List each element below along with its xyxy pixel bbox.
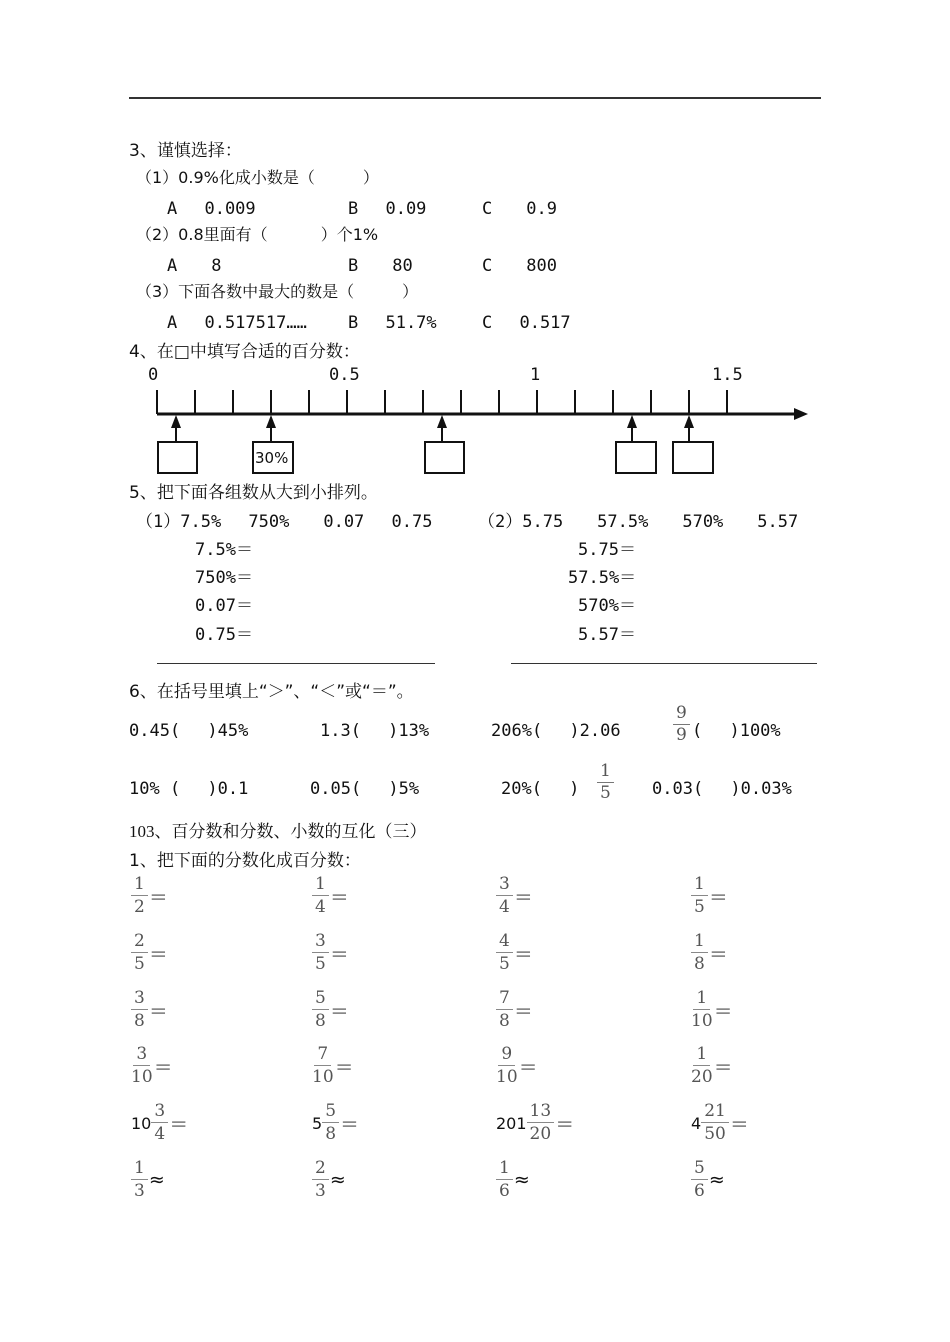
fraction-numerator: 9 [498, 1046, 515, 1066]
q3-item2-stem: （2）0.8里面有（ ）个1% [136, 225, 379, 244]
q5-group2-row: 570%＝ [578, 596, 636, 616]
equals-sign: ＝ [713, 1000, 733, 1023]
approx-sign: ≈ [148, 1169, 165, 1191]
fraction [131, 876, 148, 916]
equals-sign: ＝ [518, 1056, 538, 1079]
equals-sign: ＝ [513, 1000, 533, 1023]
number-line-label-1: 1 [530, 365, 541, 385]
fraction-exercise [131, 933, 168, 973]
fraction-numerator: 1 [597, 763, 614, 783]
fraction-exercise [691, 1160, 725, 1200]
equals-sign: ＝ [148, 886, 168, 909]
number-line-label-1-5: 1.5 [712, 365, 743, 385]
fraction-exercise [691, 876, 728, 916]
fraction-denominator: 50 [704, 1124, 726, 1144]
fraction-numerator: 1 [691, 876, 708, 896]
fraction-denominator: 2 [134, 897, 145, 917]
q4-title: 4、在□中填写合适的百分数： [129, 342, 360, 362]
q6-compare-item: 1.3( )13% [320, 721, 430, 741]
q5-group2-head: （2）5.75 57.5% 570% 5.57 [478, 512, 799, 532]
q3-item3-option-b: B 51.7% [348, 313, 437, 333]
answer-box-1[interactable] [157, 441, 198, 474]
fraction [151, 1103, 168, 1143]
q5-group2-row: 5.75＝ [578, 540, 636, 560]
fraction-denominator: 8 [325, 1124, 337, 1144]
fraction-exercise [312, 1046, 354, 1086]
fraction-numerator: 21 [701, 1103, 729, 1123]
fraction-exercise [691, 1046, 733, 1086]
fraction-exercise [312, 990, 349, 1030]
fraction [496, 876, 513, 916]
fraction [691, 876, 708, 916]
equals-sign: ＝ [340, 1113, 360, 1136]
fraction-denominator: 6 [499, 1181, 510, 1201]
fraction-denominator: 10 [131, 1067, 153, 1087]
fraction-numerator: 1 [131, 1160, 148, 1180]
fraction [496, 1160, 513, 1200]
fraction-numerator: 13 [527, 1103, 555, 1123]
fraction [701, 1103, 729, 1143]
q3-item1-option-c: C 0.9 [482, 199, 557, 219]
fraction-denominator: 5 [694, 897, 705, 917]
fraction-exercise [131, 1103, 188, 1143]
number-line-pointer-arrow [266, 415, 276, 442]
fraction-numerator: 1 [496, 1160, 513, 1180]
q3-item2-option-a: A 8 [167, 256, 222, 276]
q6-fraction-nine-ninths [673, 705, 690, 744]
fraction-denominator: 10 [691, 1011, 713, 1031]
fraction-exercise [496, 990, 533, 1030]
equals-sign: ＝ [334, 1056, 354, 1079]
q6-compare-item: 0.03( )0.03% [652, 779, 792, 799]
fraction [312, 990, 329, 1030]
equals-sign: ＝ [729, 1113, 749, 1136]
q3-item2-option-c: C 800 [482, 256, 557, 276]
answer-box-3[interactable] [424, 441, 465, 474]
number-line-arrowhead [794, 408, 808, 420]
q3-item3-option-c: C 0.517 [482, 313, 571, 333]
q6-compare-item: 0.45( )45% [129, 721, 249, 741]
q5-answer-line-1[interactable] [157, 663, 435, 664]
fraction-denominator: 5 [600, 783, 611, 803]
fraction-numerator: 3 [133, 1046, 150, 1066]
fraction-numerator: 7 [314, 1046, 331, 1066]
fraction-denominator: 8 [315, 1011, 326, 1031]
fraction-denominator: 9 [676, 725, 687, 745]
whole-number: 4 [691, 1113, 702, 1133]
fraction [691, 1046, 713, 1086]
number-line-pointer-arrow [171, 415, 181, 442]
fraction [691, 990, 713, 1030]
fraction-exercise [131, 876, 168, 916]
q6-fraction-one-fifth [597, 763, 614, 802]
number-line-pointer-arrow [627, 415, 637, 442]
fraction-numerator: 7 [496, 990, 513, 1010]
fraction-denominator: 6 [694, 1181, 705, 1201]
q3-item2-option-b: B 80 [348, 256, 413, 276]
q3-item1-option-b: B 0.09 [348, 199, 427, 219]
fraction-denominator: 5 [315, 954, 326, 974]
fraction-denominator: 8 [694, 954, 705, 974]
equals-sign: ＝ [329, 1000, 349, 1023]
q5-title: 5、把下面各组数从大到小排列。 [129, 483, 378, 503]
whole-number: 10 [131, 1113, 152, 1133]
q3-item1-option-a: A 0.009 [167, 199, 256, 219]
fraction-denominator: 3 [134, 1181, 145, 1201]
fraction [312, 933, 329, 973]
fraction-denominator: 8 [499, 1011, 510, 1031]
fraction-exercise [312, 876, 349, 916]
fraction-numerator: 5 [312, 990, 329, 1010]
fraction-exercise [131, 1046, 173, 1086]
fraction-exercise [496, 1160, 530, 1200]
answer-box-5[interactable] [672, 441, 714, 474]
fraction [312, 1046, 334, 1086]
fraction-numerator: 3 [496, 876, 513, 896]
equals-sign: ＝ [153, 1056, 173, 1079]
fraction-denominator: 4 [315, 897, 326, 917]
q5-group1-row: 7.5%＝ [195, 540, 253, 560]
fraction-numerator: 2 [131, 933, 148, 953]
fraction-exercise [691, 1103, 749, 1143]
fraction [691, 1160, 708, 1200]
q6-compare-item: ( )100% [692, 721, 781, 741]
q6-title: 6、在括号里填上“＞”、“＜”或“＝”。 [129, 682, 414, 702]
q5-answer-line-2[interactable] [511, 663, 817, 664]
fraction [131, 1160, 148, 1200]
fraction-exercise [691, 990, 733, 1030]
header-rule [129, 97, 821, 99]
fraction-exercise [131, 1160, 165, 1200]
q3-item1-stem: （1）0.9%化成小数是（ ） [136, 168, 379, 187]
fraction-numerator: 3 [151, 1103, 168, 1123]
fraction-exercise [131, 990, 168, 1030]
equals-sign: ＝ [708, 886, 728, 909]
fraction-numerator: 1 [693, 1046, 710, 1066]
fraction [691, 933, 708, 973]
fraction [322, 1103, 339, 1143]
fraction-exercise [496, 933, 533, 973]
fraction [496, 990, 513, 1030]
approx-sign: ≈ [329, 1169, 346, 1191]
fraction-denominator: 20 [691, 1067, 713, 1087]
fraction-numerator: 1 [691, 933, 708, 953]
fraction-exercise [496, 1046, 538, 1086]
whole-number: 201 [496, 1113, 527, 1133]
fraction-exercise [496, 1103, 574, 1143]
approx-sign: ≈ [513, 1169, 530, 1191]
q6-compare-item: 20%( ) [501, 779, 580, 799]
q5-group1-row: 0.75＝ [195, 625, 253, 645]
answer-box-4[interactable] [615, 441, 657, 474]
fraction [527, 1103, 555, 1143]
section-103-title: 103、百分数和分数、小数的互化（三） [129, 822, 427, 841]
fraction-exercise [691, 933, 728, 973]
whole-number: 5 [312, 1113, 323, 1133]
equals-sign: ＝ [329, 886, 349, 909]
fraction-numerator: 1 [693, 990, 710, 1010]
equals-sign: ＝ [329, 943, 349, 966]
fraction-denominator: 4 [154, 1124, 166, 1144]
fraction-numerator: 5 [322, 1103, 339, 1123]
fraction [496, 933, 513, 973]
fraction-numerator: 9 [673, 705, 690, 725]
q6-compare-item: 206%( )2.06 [491, 721, 621, 741]
fraction-exercise [312, 1160, 346, 1200]
number-line-label-0: 0 [148, 365, 159, 385]
fraction-denominator: 5 [499, 954, 510, 974]
fraction-denominator: 10 [496, 1067, 518, 1087]
q3-title: 3、谨慎选择： [129, 141, 242, 161]
fraction [496, 1046, 518, 1086]
fraction-denominator: 10 [312, 1067, 334, 1087]
fraction-numerator: 1 [312, 876, 329, 896]
fraction [131, 933, 148, 973]
equals-sign: ＝ [555, 1113, 575, 1136]
fraction [312, 1160, 329, 1200]
fraction-exercise [312, 1103, 359, 1143]
fraction-numerator: 3 [131, 990, 148, 1010]
q5-group2-row: 57.5%＝ [568, 568, 637, 588]
fraction-exercise [312, 933, 349, 973]
q5-group2-row: 5.57＝ [578, 625, 636, 645]
fraction [312, 876, 329, 916]
q5-group1-row: 0.07＝ [195, 596, 253, 616]
answer-box-2-value: 30% [255, 449, 289, 467]
q6-compare-item: 10% ( )0.1 [129, 779, 249, 799]
fraction-numerator: 2 [312, 1160, 329, 1180]
equals-sign: ＝ [513, 943, 533, 966]
q3-item3-stem: （3）下面各数中最大的数是（ ） [136, 282, 419, 301]
fraction-denominator: 3 [315, 1181, 326, 1201]
q3-item3-option-a: A 0.517517…… [167, 313, 307, 333]
q5-group1-row: 750%＝ [195, 568, 253, 588]
fraction-denominator: 5 [134, 954, 145, 974]
fraction-numerator: 4 [496, 933, 513, 953]
approx-sign: ≈ [708, 1169, 725, 1191]
fraction [131, 990, 148, 1030]
number-line-pointer-arrow [684, 415, 694, 442]
fraction [131, 1046, 153, 1086]
fraction-numerator: 5 [691, 1160, 708, 1180]
fraction-numerator: 3 [312, 933, 329, 953]
equals-sign: ＝ [148, 943, 168, 966]
equals-sign: ＝ [708, 943, 728, 966]
fraction-denominator: 4 [499, 897, 510, 917]
fraction-denominator: 20 [529, 1124, 552, 1144]
equals-sign: ＝ [713, 1056, 733, 1079]
fraction-denominator: 8 [134, 1011, 145, 1031]
q5-group1-head: （1）7.5% 750% 0.07 0.75 [136, 512, 433, 532]
number-line-label-0-5: 0.5 [329, 365, 360, 385]
q6-compare-item: 0.05( )5% [310, 779, 420, 799]
equals-sign: ＝ [513, 886, 533, 909]
answer-box-2[interactable] [252, 441, 294, 474]
equals-sign: ＝ [148, 1000, 168, 1023]
fraction-numerator: 1 [131, 876, 148, 896]
fraction-exercise [496, 876, 533, 916]
number-line-pointer-arrow [437, 415, 447, 442]
section-103-q1-title: 1、把下面的分数化成百分数： [129, 851, 361, 871]
equals-sign: ＝ [169, 1113, 189, 1136]
